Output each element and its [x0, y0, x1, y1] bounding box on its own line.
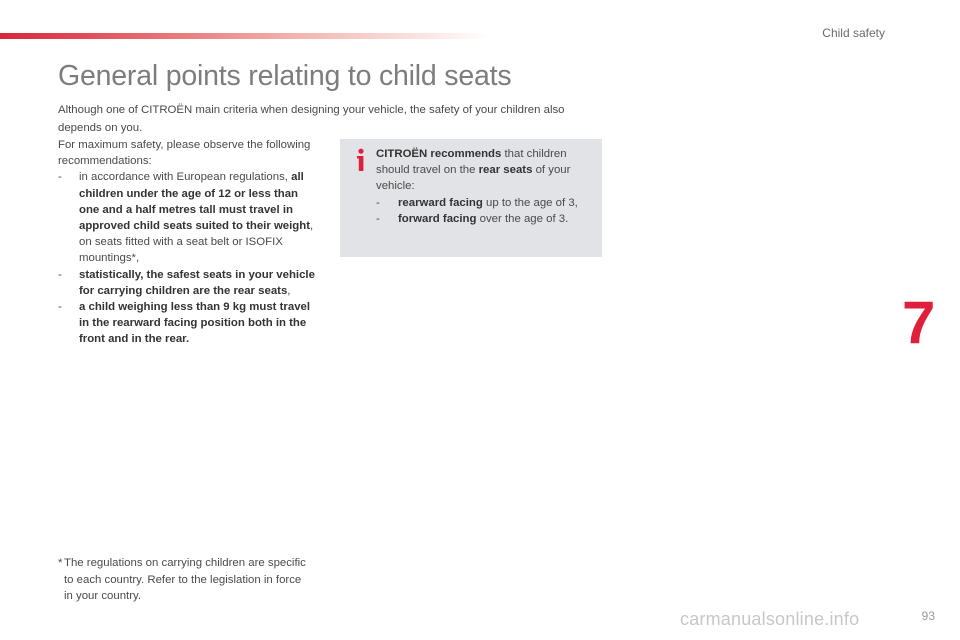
- info-icon: [354, 148, 368, 172]
- list-dash: -: [58, 301, 62, 314]
- recommendations-list: [58, 169, 320, 347]
- list-item: [58, 169, 320, 266]
- list-item: [58, 299, 320, 348]
- info-lead-emphasis: CITROËN recommends: [376, 148, 502, 160]
- list-item-emphasis: forward facing: [398, 212, 477, 225]
- header-accent-bar: [0, 33, 490, 39]
- recommendations-lead: For maximum safety, please observe the following recommendations:: [58, 139, 311, 168]
- footnote-text: The regulations on carrying children are specific to each country. Refer to the legislation in force in your country.: [64, 557, 306, 602]
- info-lead-emphasis-2: rear seats: [478, 164, 533, 177]
- list-item-text: in accordance with European regulations,: [79, 171, 292, 184]
- info-list: [376, 195, 598, 227]
- list-dash: -: [58, 171, 62, 184]
- recommendations-section: [58, 137, 320, 348]
- watermark: carmanualsonline.info: [680, 609, 860, 629]
- intro-paragraph: Although one of CITROËN main criteria when designing your vehicle, the safety of your children also depends on you.: [58, 104, 565, 134]
- list-item: [376, 195, 598, 211]
- info-lead-text: that children should travel on the: [376, 148, 567, 177]
- list-item-text: up to the age of 3,: [482, 196, 578, 209]
- list-item-emphasis: all children under the age of 12 or less than one and a half metres tall must travel in approved child seats suited to their weight: [79, 171, 311, 233]
- footnote: [58, 555, 308, 605]
- list-item-emphasis: a child weighing less than 9 kg must travel in the rearward facing position both in the front and in the rear.: [79, 301, 311, 346]
- list-item-text: , on seats fitted with a seat belt or ISOFIX mountings*,: [79, 220, 314, 265]
- list-item-text: ,: [287, 284, 291, 297]
- list-item-text: over the age of 3.: [476, 212, 569, 225]
- section-label: Child safety: [822, 26, 885, 40]
- list-dash: -: [58, 268, 62, 281]
- info-box: [340, 139, 602, 257]
- list-item: [376, 211, 598, 227]
- info-text: [376, 146, 598, 227]
- list-item-emphasis: rearward facing: [398, 196, 483, 209]
- page-title: General points relating to child seats: [58, 60, 512, 92]
- info-lead: [376, 146, 598, 195]
- info-lead-text-2: of your vehicle:: [376, 164, 571, 193]
- footnote-marker: *: [58, 557, 63, 569]
- list-item: [58, 267, 320, 299]
- list-dash: -: [376, 212, 380, 225]
- page-number: 93: [921, 609, 935, 623]
- list-item-emphasis: statistically, the safest seats in your vehicle for carrying children are the rear seats: [79, 268, 315, 297]
- list-dash: -: [376, 196, 380, 209]
- chapter-number: 7: [902, 289, 936, 356]
